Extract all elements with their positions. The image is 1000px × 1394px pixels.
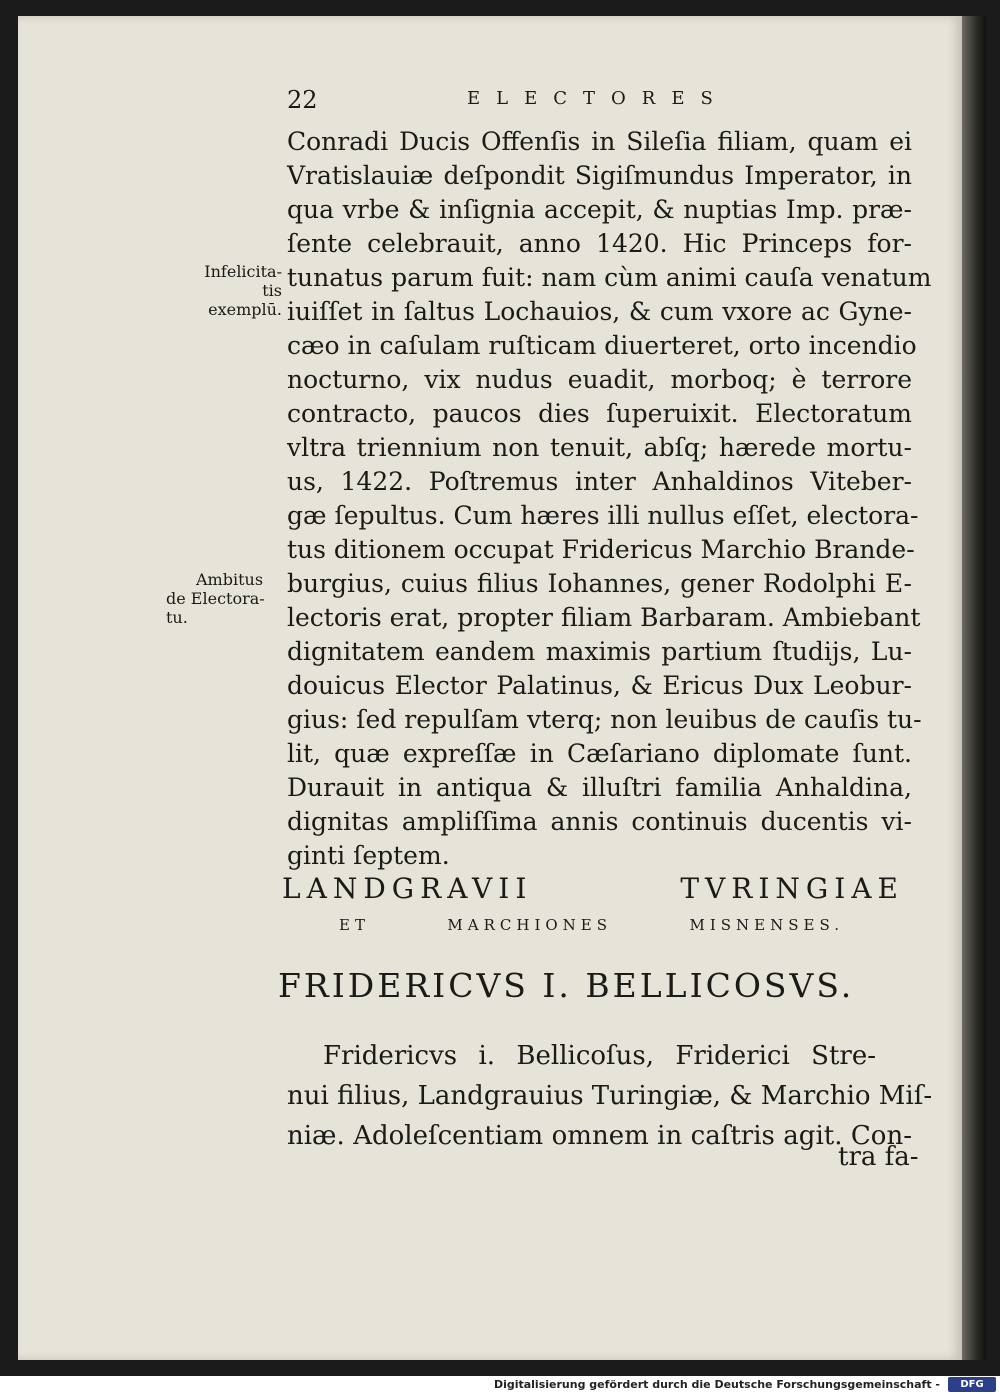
section-title: LANDGRAVII TVRINGIAE [282, 872, 904, 905]
margin-note-line: Infelicita- [204, 262, 282, 281]
chapter-heading: FRIDERICVS I. BELLICOSVS. [278, 966, 855, 1005]
section-subtitle-line: ET MARCHIONES MISNENSES. [339, 916, 844, 934]
text-line: tunatus parum fuit: nam cùm animi cauſa venatum [287, 263, 932, 292]
margin-note-line: de Electora- [166, 589, 265, 608]
text-line: niæ. Adoleſcentiam omnem in caſtris agit. Con- [287, 1121, 912, 1151]
text-line: ſente celebrauit, anno 1420. Hic Princeps for- [287, 229, 912, 258]
footer-bar [0, 1376, 1000, 1394]
text-line: burgius, cuius filius Iohannes, gener Rodolphi E- [287, 569, 912, 598]
text-line: vltra triennium non tenuit, abſq; hærede mortu- [287, 433, 912, 462]
text-line: Durauit in antiqua & illuſtri familia Anhaldina, [287, 773, 912, 802]
text-line: ginti ſeptem. [287, 841, 450, 870]
running-head: ELECTORES [467, 88, 729, 109]
margin-note-ambitus [166, 570, 284, 627]
text-line: iuiſſet in ſaltus Lochauios, & cum vxore ac Gyne- [287, 297, 912, 326]
funding-notice: Digitalisierung gefördert durch die Deutsche Forschungsgemeinschaft - [493, 1378, 940, 1391]
text-line: us, 1422. Poſtremus inter Anhaldinos Viteber- [287, 467, 912, 496]
margin-note-line: tu. [166, 608, 188, 627]
text-line: gius: ſed repulſam vterq; non leuibus de cauſis tu- [287, 705, 922, 734]
margin-note-infelicitatis [186, 262, 282, 319]
dfg-logo[interactable]: DFG [948, 1377, 996, 1392]
text-line: gæ ſepultus. Cum hæres illi nullus eſſet, electora- [287, 501, 919, 530]
page-number: 22 [287, 86, 318, 114]
text-line: cæo in caſulam ruſticam diuerteret, orto incendio [287, 331, 917, 360]
book-gutter [962, 16, 986, 1360]
catchword: tra fa- [838, 1142, 919, 1172]
margin-note-line: Ambitus [196, 570, 264, 589]
text-line: nui filius, Landgrauius Turingiæ, & Marchio Miſ- [287, 1081, 933, 1111]
text-line: dignitas ampliſſima annis continuis ducentis vi- [287, 807, 912, 836]
page-header [287, 86, 757, 116]
text-line: qua vrbe & inſignia accepit, & nuptias Imp. præ- [287, 195, 912, 224]
text-line: lit, quæ expreſſæ in Cæſariano diplomate ſunt. [287, 739, 912, 768]
text-line: Fridericvs i. Bellicoſus, Friderici Stre- [323, 1041, 876, 1071]
text-line: lectoris erat, propter filiam Barbaram. Ambiebant [287, 603, 921, 632]
text-line: Conradi Ducis Offenſis in Sileſia filiam, quam ei [287, 127, 912, 156]
text-line: douicus Elector Palatinus, & Ericus Dux Leobur- [287, 671, 912, 700]
text-line: dignitatem eandem maximis partium ſtudijs, Lu- [287, 637, 912, 666]
text-line: tus ditionem occupat Fridericus Marchio Brande- [287, 535, 915, 564]
second-paragraph [287, 1036, 933, 1156]
main-paragraph [287, 125, 932, 873]
text-line: Vratislauiæ deſpondit Sigiſmundus Imperator, in [287, 161, 912, 190]
text-line: contracto, paucos dies ſuperuixit. Electoratum [287, 399, 912, 428]
margin-note-line: tis exemplū. [208, 281, 282, 319]
text-line: nocturno, vix nudus euadit, morboq; è terrore [287, 365, 912, 394]
